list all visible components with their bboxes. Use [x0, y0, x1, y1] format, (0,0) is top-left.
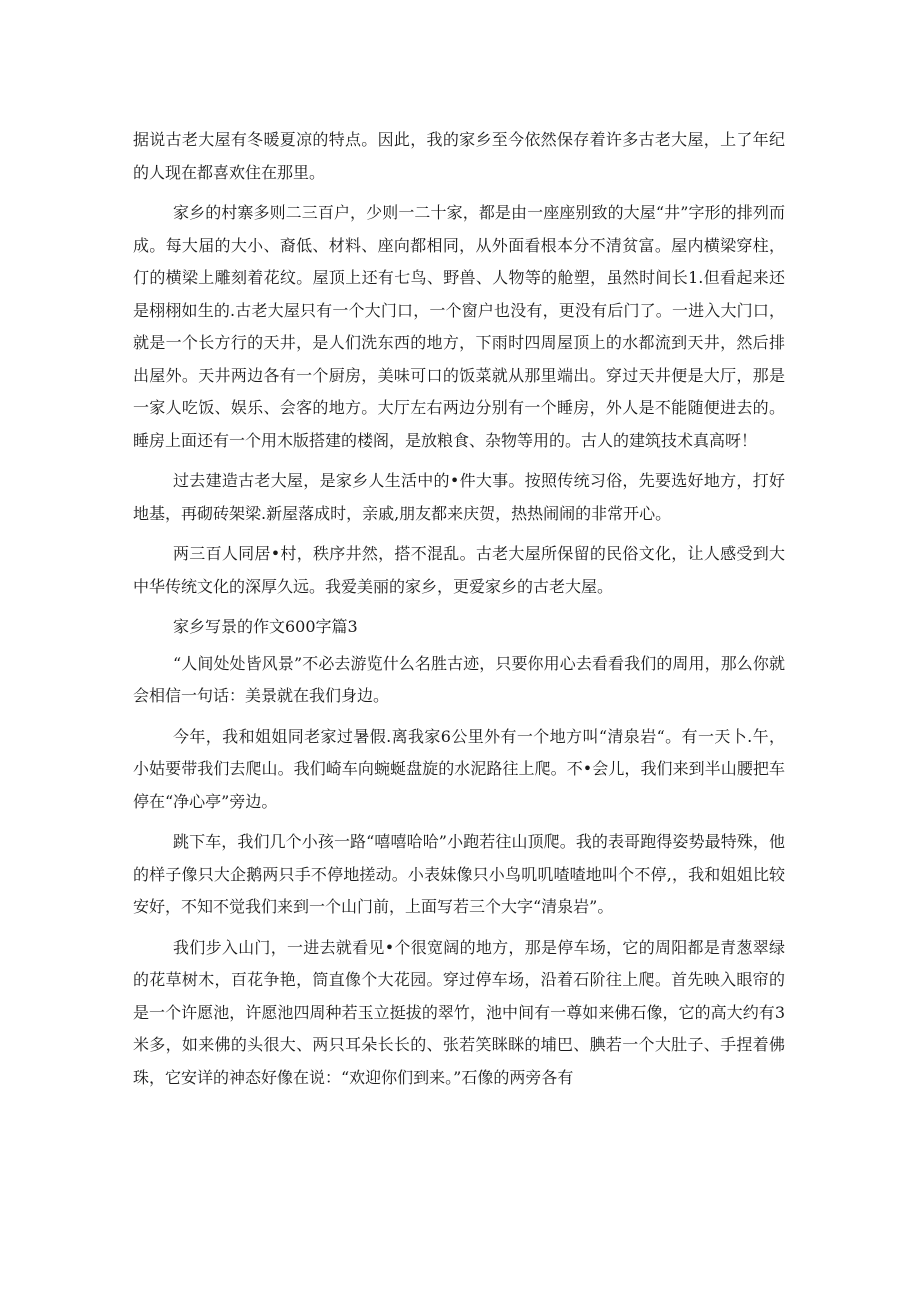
section-heading: 家乡写景的作文600字篇3 [173, 617, 358, 636]
paragraph-4: 两三百人同居•村，秩序井然，搭不混乱。古老大屋所保留的民俗文化，让人感受到大中华传统文化的深厚久远。我爱美丽的家乡，更爱家乡的古老大屋。 [133, 544, 785, 596]
paragraph-7: 跳下车，我们几个小孩一路“嘻嘻哈哈”小跑若往山顶爬。我的表哥跑得姿势最特殊，他的样子像只大企鹅两只手不停地搓动。小表妹像只小鸟叽叽喳喳地叫个不停,，我和姐姐比较安好，不知不觉我们来到一个山门前，上面写若三个大字“清泉岩”。 [133, 832, 785, 916]
paragraph-2: 家乡的村寨多则二三百户，少则一二十家，都是由一座座别致的大屋“井”字形的排列而成。每大届的大小、裔低、材料、座向都相同，从外面看根本分不清贫富。屋内横梁穿柱，仃的横梁上雕刻着花纹。屋顶上还有七鸟、野兽、人物等的舱塑，虽然时间长1.但看起来还是栩栩如生的.古老大屋只有一个大门口，一个窗户也没有，更没有后门了。一进入大门口，就是一个长方行的天井，是人们洗东西的地方，下雨时四周屋顶上的水都流到天井，然后排出屋外。天井两边各有一个厨房，美味可口的饭菜就从那里端出。穿过天井便是大厅，那是一家人吃饭、娱乐、会客的地方。大厅左右两边分别有一个睡房，外人是不能随便进去的。睡房上面还有一个用木版搭建的楼阁，是放粮食、杂物等用的。古人的建筑技术真高呀！ [133, 203, 785, 450]
paragraph-5: “人间处处皆风景”不必去游览什么名胜古迹，只要你用心去看看我们的周用，那么你就会相信一句话：美景就在我们身边。 [133, 653, 785, 705]
document-body [133, 124, 785, 1102]
paragraph-1: 据说古老大屋有冬暖夏凉的特点。因此，我的家乡至今依然保存着许多古老大屋，上了年纪的人现在都喜欢住在那里。 [133, 130, 785, 182]
paragraph-6: 今年，我和姐姐同老家过暑假.离我家6公里外有一个地方叫“清泉岩“。有一天卜.午，小姑要带我们去爬山。我们崎车向蜿蜒盘旋的水泥路往上爬。不•会儿，我们来到半山腰把车停在“净心亭”旁边。 [133, 726, 785, 811]
paragraph-8: 我们步入山门，一进去就看见•个很宽阔的地方，那是停车场，它的周阳都是青葱翠绿的花草树木，百花争艳，筒直像个大花园。穿过停车场，沿着石阶往上爬。首先映入眼帘的是一个许愿池，许愿池四周种若玉立挺拔的翠竹，池中间有一尊如来佛石像，它的高大约有3米多，如来佛的头很大、两只耳朵长长的、张若笑眯眯的埔巴、腆若一个大肚子、手捏着佛珠，它安详的神态好像在说：“欢迎你们到来。”石像的两旁各有 [133, 937, 785, 1087]
paragraph-3: 过去建造古老大屋，是家乡人生活中的•件大事。按照传统习俗，先要选好地方，打好地基，再砌砖架梁.新屋落成时，亲戚,朋友都来庆贺，热热闹闹的非常开心。 [133, 471, 785, 523]
